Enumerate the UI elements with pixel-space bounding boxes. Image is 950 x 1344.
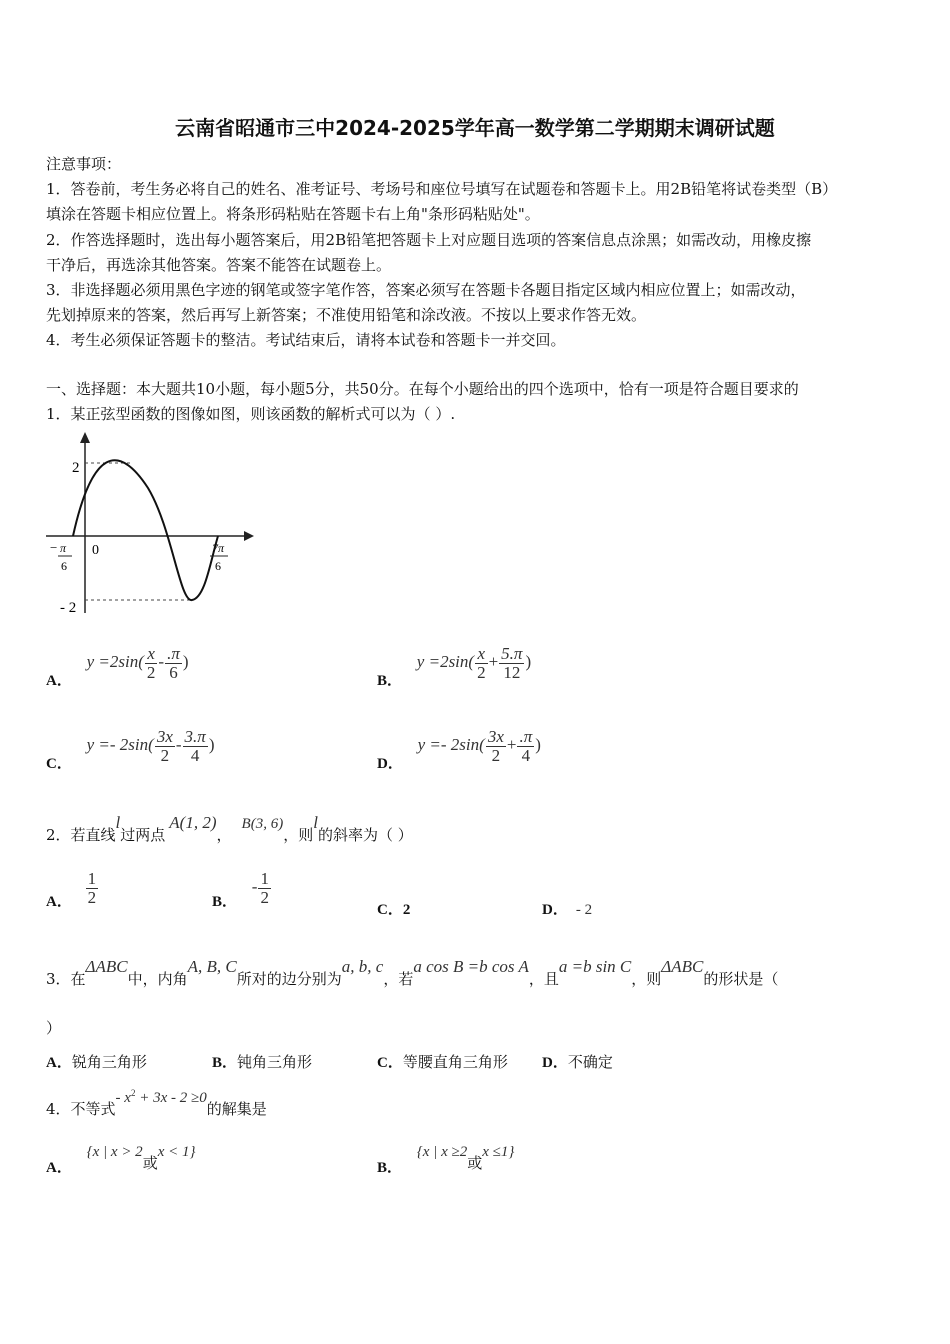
notice-line: 4．考生必须保证答题卡的整洁。考试结束后，请将本试卷和答题卡一并交回。 [46,331,566,349]
question-2-stem: 2．若直线l过两点A(1, 2)，B(3, 6)，则l的斜率为（ ） [46,813,413,844]
graph-origin-label: 0 [92,543,99,558]
question-4-stem: 4．不等式- $x^2 + 3x - 2 \ge 0$的解集是 [46,1088,267,1118]
notice-line: 1．答卷前，考生务必将自己的姓名、准考证号、考场号和座位号填写在试题卷和答题卡上。用2B铅笔将试卷类型（B） [46,180,838,198]
graph-right-num: 7π [212,541,225,555]
graph-left-num: π [60,541,67,555]
question-3-stem: 3．在ΔABC中，内角A, B, C所对的边分别为a, b, c，若a cos B =b cos A，且a =b sin C，则ΔABC的形状是（ [46,957,779,988]
q2-option-d: D． - 2 [542,902,593,918]
q1-option-c: C． y =- 2sin( $\frac{3x}{2}$ - $\frac{3.\pi}{4}$ ) [46,727,215,773]
graph-left-den: 6 [61,559,67,573]
q1-option-b: B． y =2sin( $\frac{x}{2}$ + $\frac{5.\pi}{12}$ ) [377,644,532,690]
q2-option-a: A． $\frac{1}{2}$ [46,869,97,911]
q3-option-c: C．等腰直角三角形 [377,1053,508,1071]
notice-line: 3．非选择题必须用黑色字迹的钢笔或签字笔作答，答案必须写在答题卡各题目指定区域内相应位置上；如需改动， [46,281,806,299]
q2-option-b: B． - $\frac{1}{2}$ [212,869,269,911]
graph-left-sign: − [50,540,58,555]
graph-y-min-label: - 2 [60,600,77,616]
notice-line: 干净后，再选涂其他答案。答案不能答在试题卷上。 [46,256,392,274]
q1-option-d: D． y =- 2sin( $\frac{3x}{2}$ + $\frac{.\pi}{4}$ ) [377,727,541,773]
q3-option-a: A．锐角三角形 [46,1053,147,1071]
q3-option-b: B．钝角三角形 [212,1053,313,1071]
q4-option-a: A． {x | x > 2或x < 1} [46,1144,196,1176]
q1-option-a: A． y =2sin( $\frac{x}{2}$ - $\frac{.\pi}{6}$ ) [46,644,189,690]
question-1-stem: 1．某正弦型函数的图像如图，则该函数的解析式可以为（ ）. [46,405,456,423]
sine-graph [40,428,270,623]
graph-right-den: 6 [215,559,221,573]
notice-line: 填涂在答题卡相应位置上。将条形码粘贴在答题卡右上角"条形码粘贴处"。 [46,205,540,223]
q3-option-d: D．不确定 [542,1053,613,1071]
notice-line: 先划掉原来的答案，然后再写上新答案；不准使用铅笔和涂改液。不按以上要求作答无效。 [46,306,647,324]
section-heading: 一、选择题：本大题共10小题，每小题5分，共50分。在每个小题给出的四个选项中，恰有一项是符合题目要求的 [46,380,799,398]
q4-option-b: B． {x | x ≥2或x ≤1} [377,1144,515,1176]
q2-option-c: C．2 [377,902,411,918]
question-3-close: ） [46,1019,62,1037]
graph-y-max-label: 2 [72,460,80,476]
page-title: 云南省昭通市三中2024-2025学年高一数学第二学期期末调研试题 [175,116,775,140]
notice-line: 2．作答选择题时，选出每小题答案后，用2B铅笔把答题卡上对应题目选项的答案信息点涂黑；如需改动，用橡皮擦 [46,231,812,249]
notice-heading: 注意事项： [46,155,122,173]
